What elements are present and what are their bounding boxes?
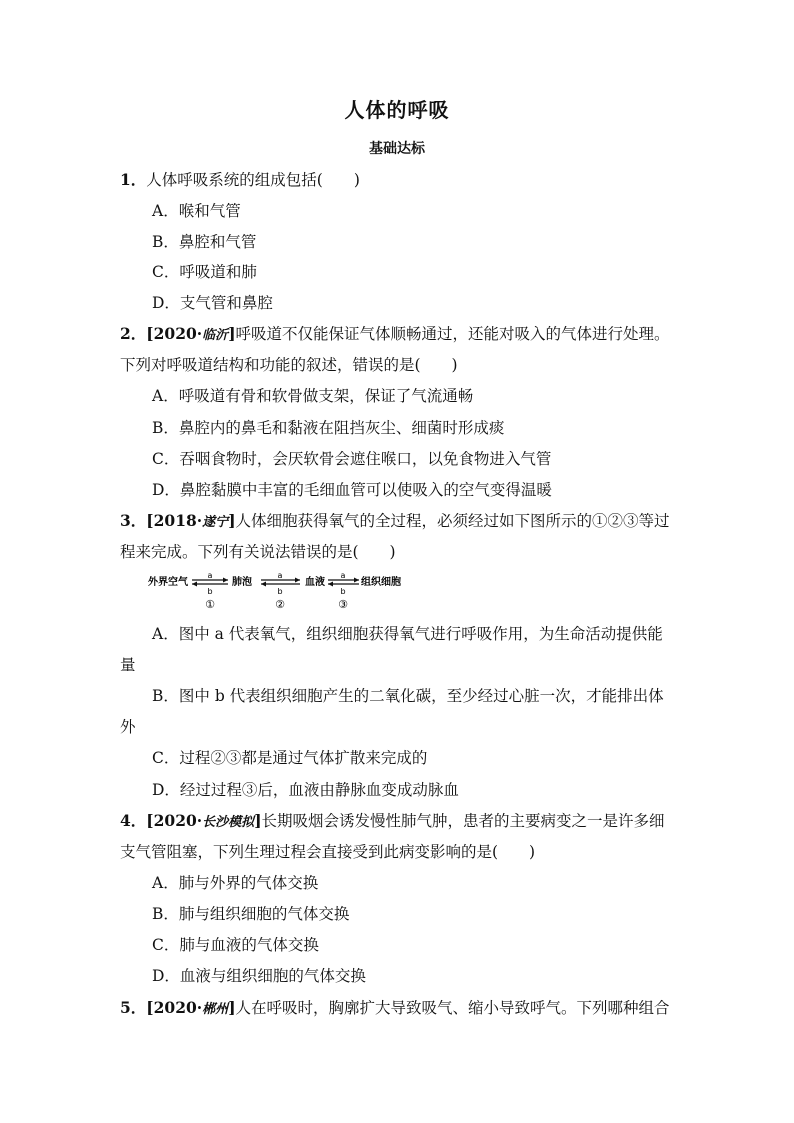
- question-3-option-a: A．图中 a 代表氧气，组织细胞获得氧气进行呼吸作用，为生命活动提供能: [152, 625, 663, 643]
- arrow-label-a: a: [207, 571, 213, 580]
- question-3-option-a-continuation: 量: [120, 656, 136, 674]
- question-source: [2020·长沙模拟]: [146, 811, 262, 830]
- exchange-arrows-1: [192, 571, 228, 611]
- diagram-node-tissue-cells: 组织细胞: [361, 577, 401, 588]
- question-2-option-a: A．呼吸道有骨和软骨做支架，保证了气流通畅: [152, 387, 474, 405]
- question-text: 人体细胞获得氧气的全过程，必须经过如下图所示的①②③等过: [235, 512, 670, 530]
- diagram-node-alveoli: 肺泡: [232, 577, 252, 588]
- question-text: 呼吸道不仅能保证气体顺畅通过，还能对吸入的气体进行处理。: [235, 325, 670, 343]
- exchange-arrows-3: [328, 571, 359, 611]
- question-source: [2020·临沂]: [146, 324, 236, 343]
- question-3-option-b: B．图中 b 代表组织细胞产生的二氧化碳，至少经过心脏一次，才能排出体: [152, 687, 664, 705]
- question-1-option-b: B．鼻腔和气管: [152, 233, 257, 251]
- respiration-process-diagram: [148, 570, 408, 616]
- question-1-option-c: C．呼吸道和肺: [152, 263, 257, 281]
- step-1-label: ①: [205, 598, 215, 611]
- question-4-option-c: C．肺与血液的气体交换: [152, 936, 319, 954]
- step-3-label: ③: [338, 598, 348, 611]
- question-1-option-d: D．支气管和鼻腔: [152, 294, 273, 312]
- question-number: 1．: [120, 170, 147, 189]
- diagram-node-blood: 血液: [305, 577, 325, 588]
- exchange-arrows-2: [261, 571, 300, 611]
- question-source: [2018·遂宁]: [146, 511, 236, 530]
- question-4-option-a: A．肺与外界的气体交换: [152, 874, 319, 892]
- arrow-label-b: b: [207, 587, 213, 596]
- question-4: [120, 811, 665, 833]
- diagram-node-outside-air: 外界空气: [148, 577, 188, 588]
- question-3-option-d: D．经过过程③后，血液由静脉血变成动脉血: [152, 781, 459, 799]
- question-3: [120, 511, 670, 533]
- question-2: [120, 324, 670, 346]
- question-4-option-b: B．肺与组织细胞的气体交换: [152, 905, 350, 923]
- question-1: [120, 170, 360, 190]
- question-3-continuation: 程来完成。下列有关说法错误的是( ): [120, 543, 396, 561]
- question-3-option-b-continuation: 外: [120, 718, 136, 736]
- question-2-option-c: C．吞咽食物时，会厌软骨会遮住喉口，以免食物进入气管: [152, 450, 552, 468]
- step-2-label: ②: [275, 598, 285, 611]
- question-4-continuation: 支气管阻塞，下列生理过程会直接受到此病变影响的是( ): [120, 843, 536, 861]
- question-2-option-b: B．鼻腔内的鼻毛和黏液在阻挡灰尘、细菌时形成痰: [152, 419, 505, 437]
- question-text: 人在呼吸时，胸廓扩大导致吸气、缩小导致呼气。下列哪种组合: [235, 999, 670, 1017]
- question-source: [2020·郴州]: [146, 998, 236, 1017]
- question-number: 3．: [120, 511, 147, 530]
- question-number: 2．: [120, 324, 147, 343]
- question-number: 5．: [120, 998, 147, 1017]
- section-subtitle: 基础达标: [369, 141, 425, 157]
- question-2-continuation: 下列对呼吸道结构和功能的叙述，错误的是( ): [120, 356, 458, 374]
- question-text: 人体呼吸系统的组成包括( ): [146, 171, 360, 189]
- question-5: [120, 998, 670, 1020]
- question-3-option-c: C．过程②③都是通过气体扩散来完成的: [152, 749, 428, 767]
- arrow-label-b: b: [277, 587, 283, 596]
- arrow-label-a: a: [340, 571, 346, 580]
- page-title: 人体的呼吸: [344, 98, 450, 122]
- question-number: 4．: [120, 811, 147, 830]
- question-text: 长期吸烟会诱发慢性肺气肿，患者的主要病变之一是许多细: [261, 812, 665, 830]
- arrow-label-b: b: [340, 587, 346, 596]
- arrow-label-a: a: [277, 571, 283, 580]
- question-2-option-d: D．鼻腔黏膜中丰富的毛细血管可以使吸入的空气变得温暖: [152, 481, 552, 499]
- question-1-option-a: A．喉和气管: [152, 202, 241, 220]
- question-4-option-d: D．血液与组织细胞的气体交换: [152, 967, 366, 985]
